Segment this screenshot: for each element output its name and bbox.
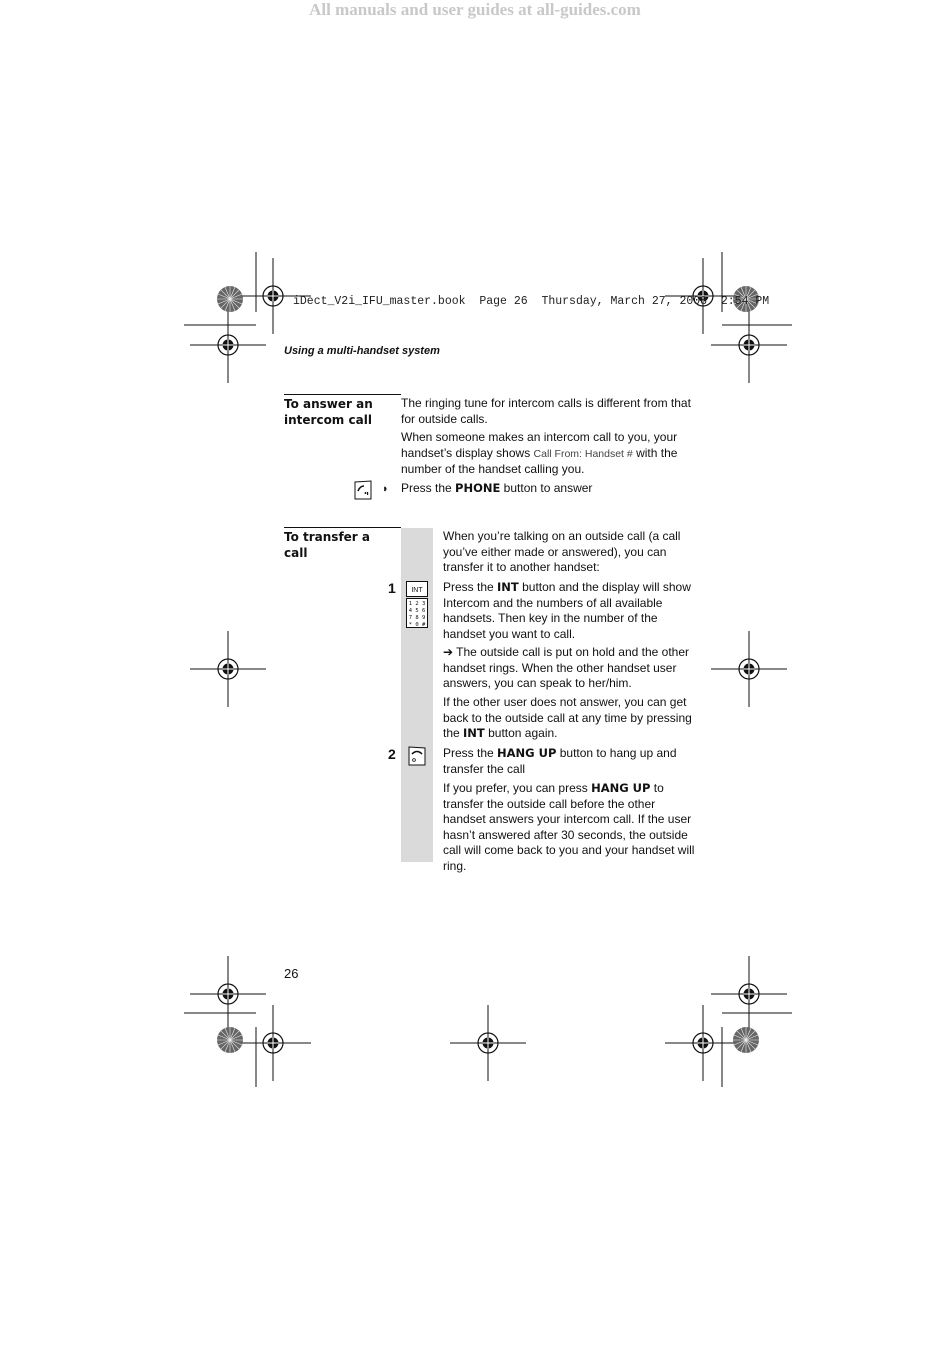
answer-p2-text: When someone makes an intercom call to you, your handset’s display shows (401, 430, 678, 460)
step-1-extra-start: If the other user does not answer, you can get back to the outside call at any time by pressing the (443, 695, 692, 741)
step-2-extra (443, 781, 695, 875)
answer-p3-text: Press the (401, 481, 456, 495)
arrow-icon: ➔ (443, 645, 454, 659)
step-1-note (443, 645, 695, 692)
step-1-text-start: Press the (443, 580, 498, 594)
answer-p2-text-end: with the number of the handset calling you. (401, 445, 678, 477)
keypad-row-2: 4 5 6 (408, 608, 426, 614)
transfer-heading-line-1: To transfer a (284, 530, 371, 544)
heading-rule-transfer (284, 527, 401, 528)
transfer-heading (284, 530, 370, 561)
int-button-label-2: INT (463, 726, 485, 741)
int-button-label: INT (497, 580, 519, 594)
hang-up-button-label: HANG UP (497, 746, 557, 760)
transfer-intro: When you’re talking on an outside call (a call you’ve either made or answered), you can transfer it to another handset: (443, 529, 681, 575)
answer-heading (284, 397, 373, 428)
book-file-line: iDect_V2i_IFU_master.book Page 26 Thursday, March 27, 2008 2:54 PM (293, 295, 770, 308)
answer-heading-line-2: intercom call (284, 412, 372, 427)
keypad-row-1: 1 2 3 (408, 601, 426, 607)
step-2-text-start: Press the (443, 746, 498, 760)
answer-p3-text-end: button to answer (500, 481, 593, 495)
int-key-label: INT (411, 587, 423, 594)
keypad-icon (406, 598, 428, 628)
step-1-extra-end: button again. (484, 726, 558, 741)
heading-rule-answer (284, 394, 401, 395)
hang-up-button-icon (408, 746, 426, 766)
phone-button-label: PHONE (455, 481, 501, 495)
step-2-extra-start: If you prefer, you can press (443, 781, 592, 795)
bullet-icon: ◗ (382, 483, 389, 495)
step-2-extra-end: to transfer the outside call before the other handset answers your intercom call. If the user hasn’t answered after 30 seconds, the outside call will come back to you and your handset will ring. (443, 781, 695, 873)
watermark: All manuals and user guides at all-guides.com (309, 0, 641, 19)
page-number: 26 (284, 966, 299, 981)
int-button-icon (406, 581, 428, 597)
hang-up-button-label-2: HANG UP (591, 781, 651, 795)
answer-paragraph-1: The ringing tune for intercom calls is different from that for outside calls. (401, 396, 691, 426)
step-1-text (443, 580, 695, 642)
step-2-text (443, 746, 695, 777)
section-title: Using a multi-handset system (284, 345, 440, 357)
step-2-text-end: button to hang up and transfer the call (443, 746, 677, 776)
phone-button-icon (354, 480, 372, 500)
answer-heading-line-1: To answer an (284, 397, 373, 411)
step-1-extra (443, 695, 695, 742)
answer-paragraph-2 (401, 430, 693, 478)
step-1-note-text: The outside call is put on hold and the other handset rings. When the other handset user answers, you can speak to her/him. (443, 645, 690, 691)
icon-column-bar (401, 528, 433, 862)
step-1-text-end: button and the display will show Intercom and the numbers of all available handsets. Then key in the number of the handset you want to call. (443, 580, 691, 641)
keypad-row-4: * 0 # (408, 622, 426, 628)
display-text-call-from: Call From: Handset # (533, 447, 633, 460)
answer-paragraph-3 (401, 481, 693, 497)
step-number-1: 1 (388, 580, 396, 596)
transfer-heading-line-2: call (284, 545, 308, 560)
keypad-row-3: 7 8 9 (408, 615, 426, 621)
step-number-2: 2 (388, 746, 396, 762)
